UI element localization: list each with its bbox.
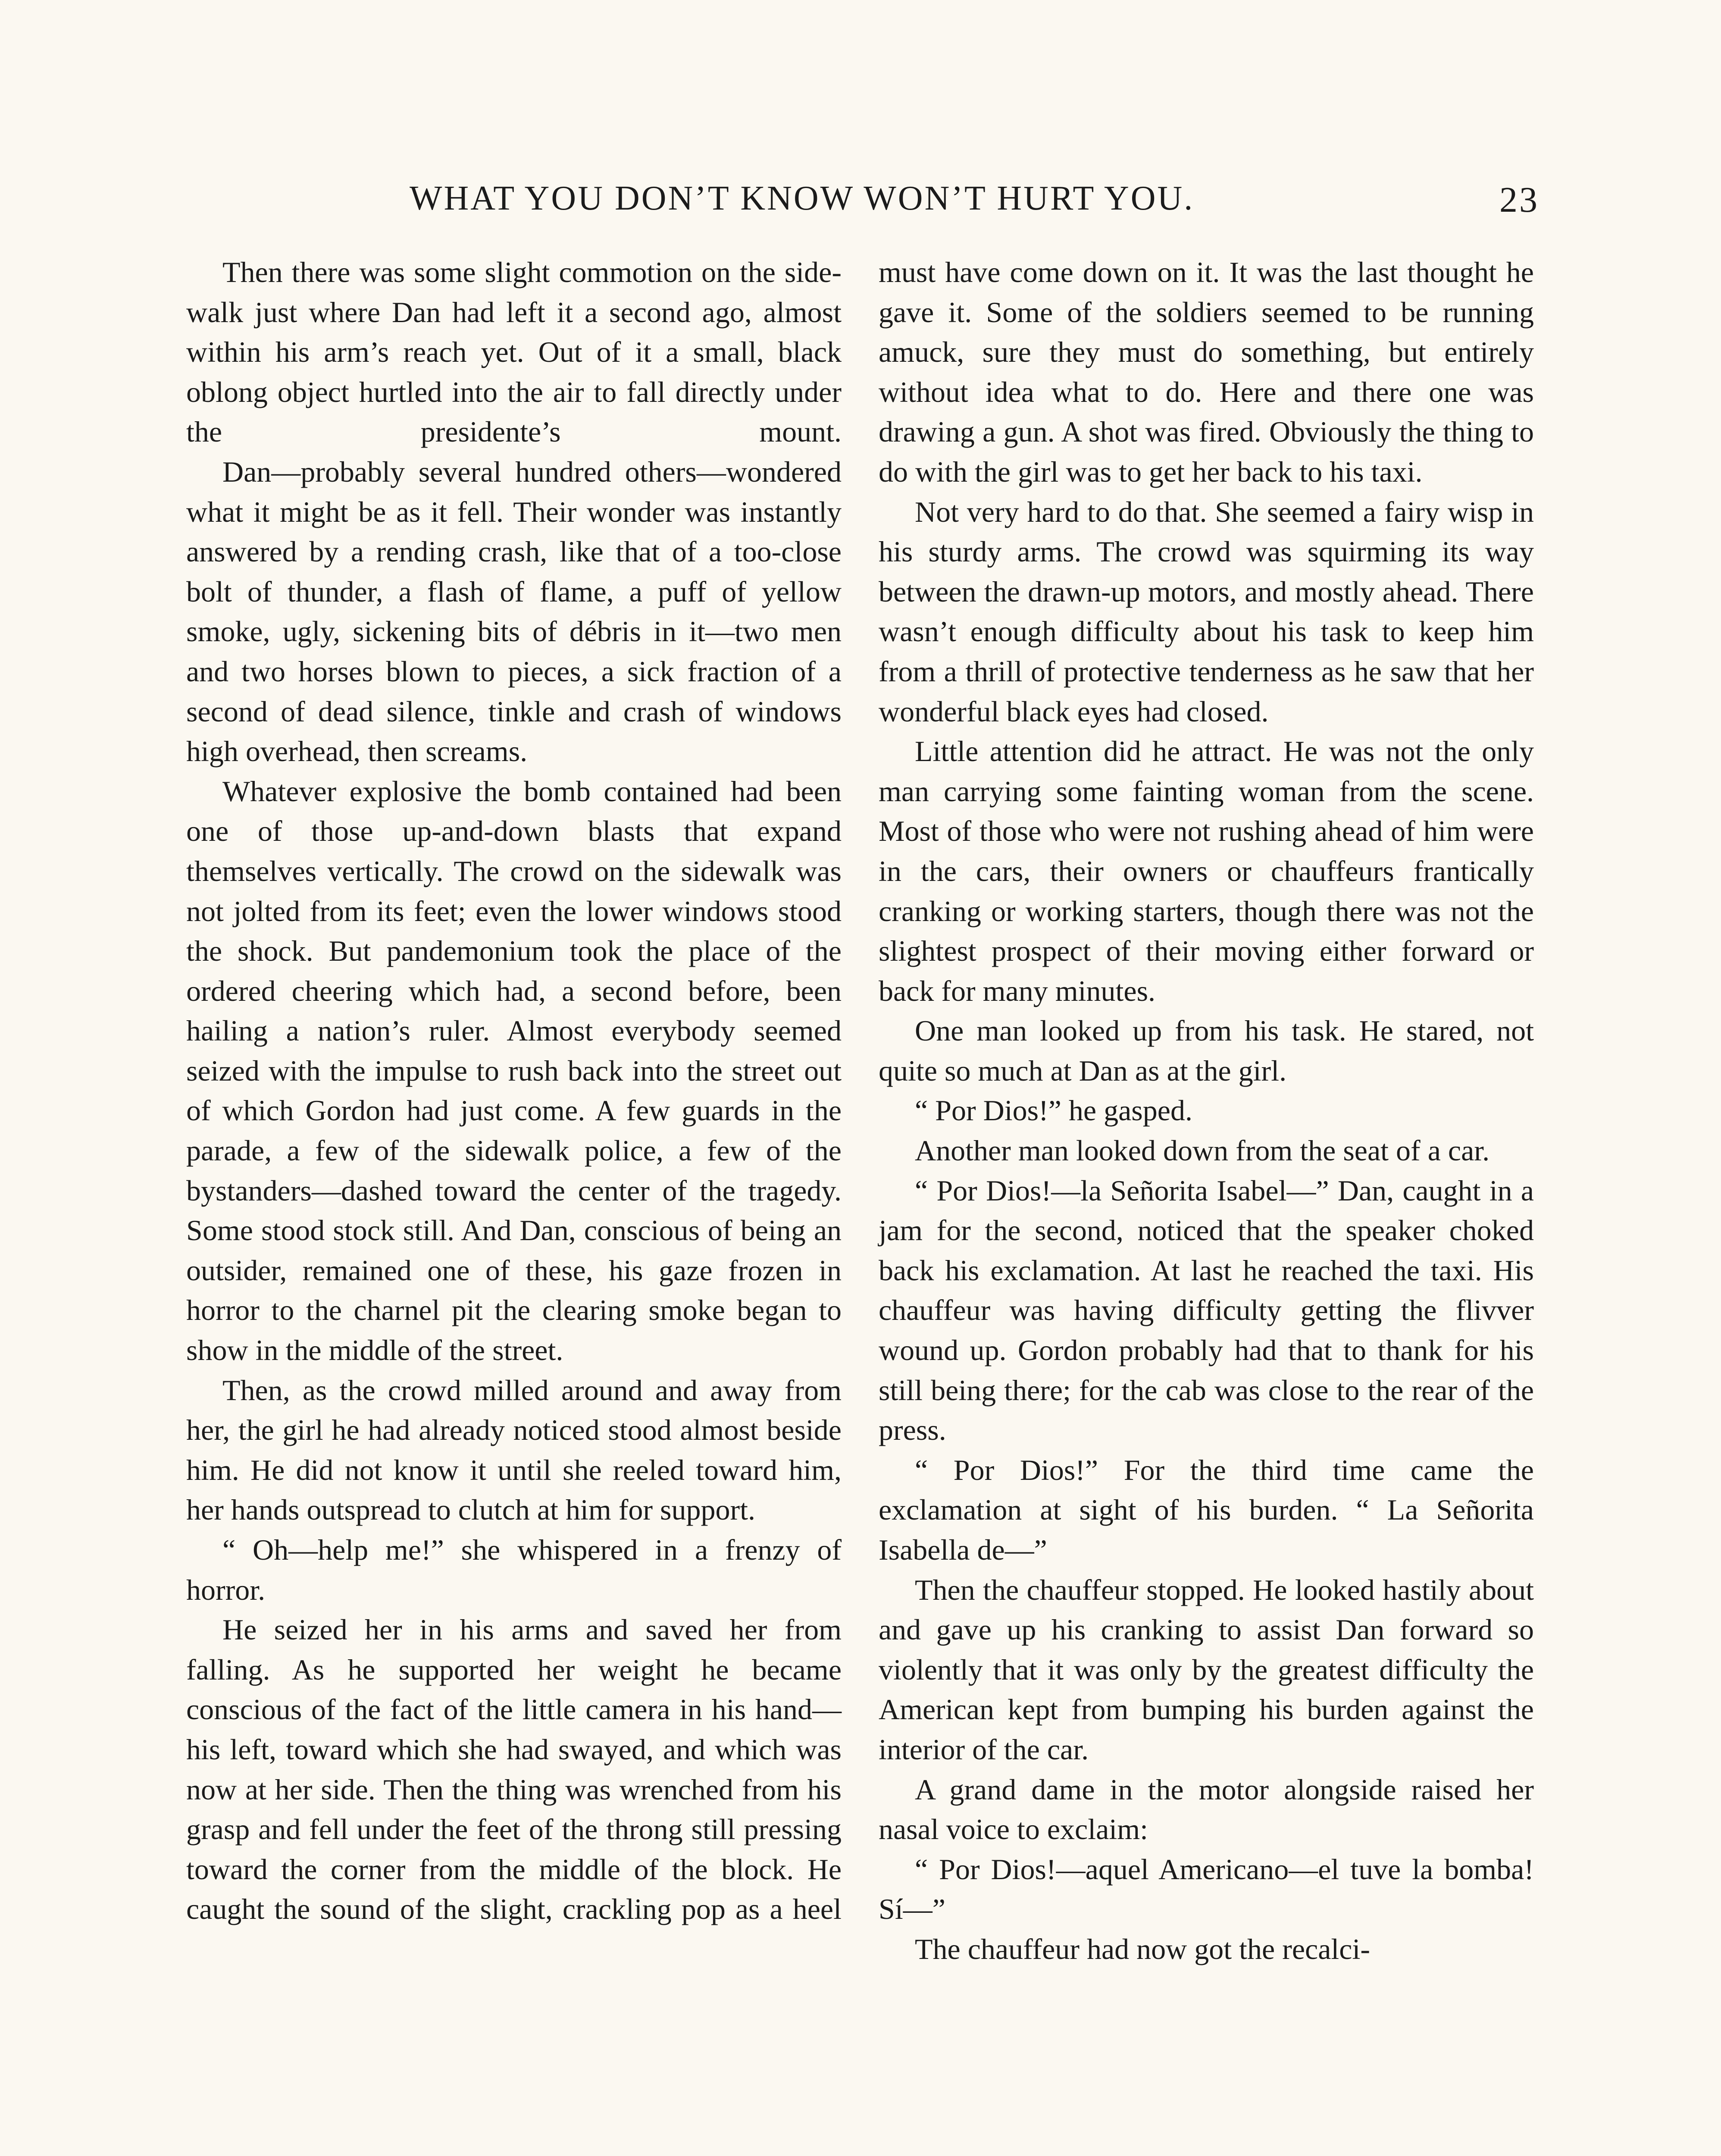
left-column bbox=[186, 252, 842, 1929]
paragraph: One man looked up from his task. He stared, not quite so much at Dan as at the girl. bbox=[879, 1014, 1534, 1087]
right-column bbox=[879, 252, 1534, 1969]
paragraph: “ Por Dios!—aquel Americano—el tuve la bomba! Sí—” bbox=[879, 1852, 1534, 1926]
paragraph: Dan—probably several hundred others—wondered what it might be as it fell. Their wonder was instantly answered by a rending crash, like that of a too-close bolt of thunder, a flash of flame, a puff of yellow smoke, ugly, sickening bits of débris in it—two men and two horses blown to pieces, a sick fraction of a second of dead silence, tinkle and crash of windows high overhead, then screams. bbox=[186, 455, 842, 768]
running-title: WHAT YOU DON’T KNOW WON’T HURT YOU. bbox=[410, 179, 1195, 217]
paragraph: Then, as the crowd milled around and away from her, the girl he had already noticed stood almost beside him. He did not know it until she reeled toward him, her hands outspread to clutch at him for support. bbox=[186, 1373, 842, 1526]
page-number: 23 bbox=[1499, 180, 1539, 220]
paragraph: Another man looked down from the seat of a car. bbox=[915, 1134, 1490, 1167]
paragraph: Then the chauffeur stopped. He looked hastily about and gave up his cranking to assist Dan forward so violently that it was only by the greatest difficulty the American kept from bumping his burden against the interior of the car. bbox=[879, 1573, 1534, 1766]
paragraph: The chauffeur had now got the recalci- bbox=[915, 1932, 1371, 1965]
paragraph: Then there was some slight commotion on the sidewalk just where Dan had left it a second ago, almost within his arm’s reach yet. Out of it a small, black oblong object hurtled into the air to fall directly under the presidente’s mount. bbox=[186, 256, 842, 448]
paragraph: “ Oh—help me!” she whispered in a frenzy of horror. bbox=[186, 1533, 842, 1606]
paragraph: Whatever explosive the bomb contained had been one of those up-and-down blasts that expand themselves vertically. The crowd on the sidewalk was not jolted from its feet; even the lower windows stood the shock. But pandemonium took the place of the ordered cheering which had, a second before, been hailing a nation’s ruler. Almost everybody seemed seized with the impulse to rush back into the street out of which Gordon had just come. A few guards in the parade, a few of the sidewalk police, a few of the bystanders—dashed toward the center of the tragedy. Some stood stock still. And Dan, conscious of being an outsider, remained one of these, his gaze frozen in horror to the charnel pit the clearing smoke began to show in the middle of the street. bbox=[186, 774, 842, 1367]
paragraph: “ Por Dios!” For the third time came the exclamation at sight of his burden. “ La Señorita Isabella de—” bbox=[879, 1453, 1534, 1566]
paragraph: Not very hard to do that. She seemed a fairy wisp in his sturdy arms. The crowd was squirming its way between the drawn-up motors, and mostly ahead. There wasn’t enough difficulty about his task to keep him from a thrill of protective tenderness as he saw that her wonderful black eyes had closed. bbox=[879, 495, 1534, 728]
paragraph: “ Por Dios!” he gasped. bbox=[915, 1094, 1192, 1127]
paragraph: must have come down on it. It was the last thought he gave it. Some of the soldiers seemed to be running amuck, sure they must do something, but entirely without idea what to do. Here and there one was drawing a gun. A shot was fired. Obviously the thing to do with the girl was to get her back to his taxi. bbox=[879, 256, 1534, 488]
running-head bbox=[185, 179, 1539, 226]
paragraph: Little attention did he attract. He was not the only man carrying some fainting woman from the scene. Most of those who were not rushing ahead of him were in the cars, their owners or chauffeurs frantically cranking or working starters, though there was not the slightest prospect of their moving either forward or back for many minutes. bbox=[879, 735, 1534, 1007]
paragraph: He seized her in his arms and saved her from falling. As he supported her weight he became conscious of the fact of the little camera in his hand—his left, toward which she had swayed, and which was now at her side. Then the thing was wrenched from his grasp and fell under the feet of the throng still pressing toward the corner from the middle of the block. He caught the sound of the slight, crackling pop as a heel bbox=[186, 1613, 842, 1926]
paragraph: A grand dame in the motor alongside raised her nasal voice to exclaim: bbox=[879, 1773, 1534, 1846]
paragraph: “ Por Dios!—la Señorita Isabel—” Dan, caught in a jam for the second, noticed that the speaker choked back his exclamation. At last he reached the taxi. His chauffeur was having difficulty getting the flivver wound up. Gordon probably had that to thank for his still being there; for the cab was close to the rear of the press. bbox=[879, 1174, 1534, 1447]
